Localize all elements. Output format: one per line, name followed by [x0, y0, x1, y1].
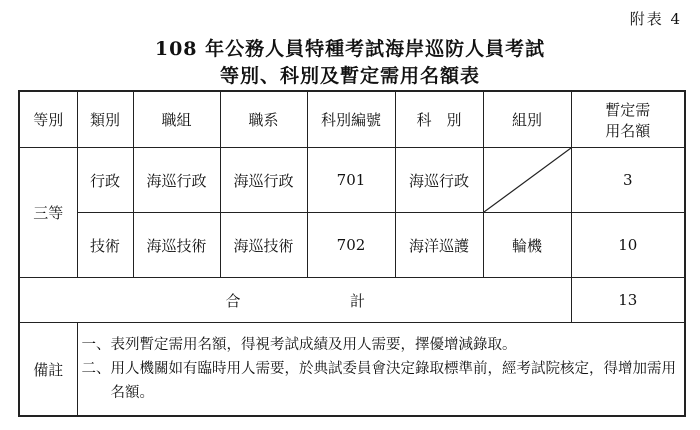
header-series: 職系 — [220, 91, 307, 148]
document-title: 108 年公務人員特種考試海岸巡防人員考試 — [154, 38, 546, 60]
subject-cell: 海巡行政 — [395, 148, 483, 213]
quota-cell: 3 — [571, 148, 685, 213]
header-quota-line1: 暫定需 — [605, 100, 651, 119]
code-cell: 702 — [307, 213, 395, 278]
notes-label: 備註 — [19, 323, 77, 417]
group-cell: 海巡行政 — [133, 148, 220, 213]
document-subtitle: 等別、科別及暫定需用名額表 — [219, 65, 480, 87]
notes-row — [19, 323, 685, 417]
note-item — [82, 357, 681, 405]
total-value: 13 — [571, 278, 685, 323]
header-quota-line2: 用名額 — [605, 121, 651, 140]
group-cell: 海巡技術 — [133, 213, 220, 278]
quota-cell: 10 — [571, 213, 685, 278]
header-subject: 科 別 — [395, 91, 483, 148]
header-code: 科別編號 — [307, 91, 395, 148]
note-number: 一、 — [81, 337, 111, 353]
total-row — [19, 278, 685, 323]
division-empty-cell — [483, 148, 571, 213]
note-text: 表列暫定需用名額，得視考試成績及用人需要，擇優增減錄取。 — [110, 337, 517, 353]
table-row — [19, 213, 685, 278]
annex-label: 附表 4 — [629, 10, 682, 28]
header-division: 組別 — [483, 91, 571, 148]
notes-content — [77, 323, 685, 417]
total-label-a: 合 — [225, 291, 241, 310]
division-cell: 輪機 — [483, 213, 571, 278]
header-grade: 等別 — [19, 91, 77, 148]
header-row — [19, 91, 685, 148]
header-quota — [571, 91, 685, 148]
note-text: 用人機關如有臨時用人需要，於典試委員會決定錄取標準前，經考試院核定，得增加需用名額。 — [110, 361, 676, 401]
quota-table — [18, 90, 686, 417]
table-row — [19, 148, 685, 213]
category-cell: 行政 — [77, 148, 133, 213]
diagonal-slash — [484, 148, 571, 212]
code-cell: 701 — [307, 148, 395, 213]
header-group: 職組 — [133, 91, 220, 148]
total-label — [19, 278, 571, 323]
note-number: 二、 — [81, 361, 111, 377]
category-cell: 技術 — [77, 213, 133, 278]
series-cell: 海巡技術 — [220, 213, 307, 278]
grade-cell: 三等 — [19, 148, 77, 278]
header-category: 類別 — [77, 91, 133, 148]
total-label-b: 計 — [350, 291, 366, 310]
subject-cell: 海洋巡護 — [395, 213, 483, 278]
series-cell: 海巡行政 — [220, 148, 307, 213]
note-item — [82, 333, 681, 357]
